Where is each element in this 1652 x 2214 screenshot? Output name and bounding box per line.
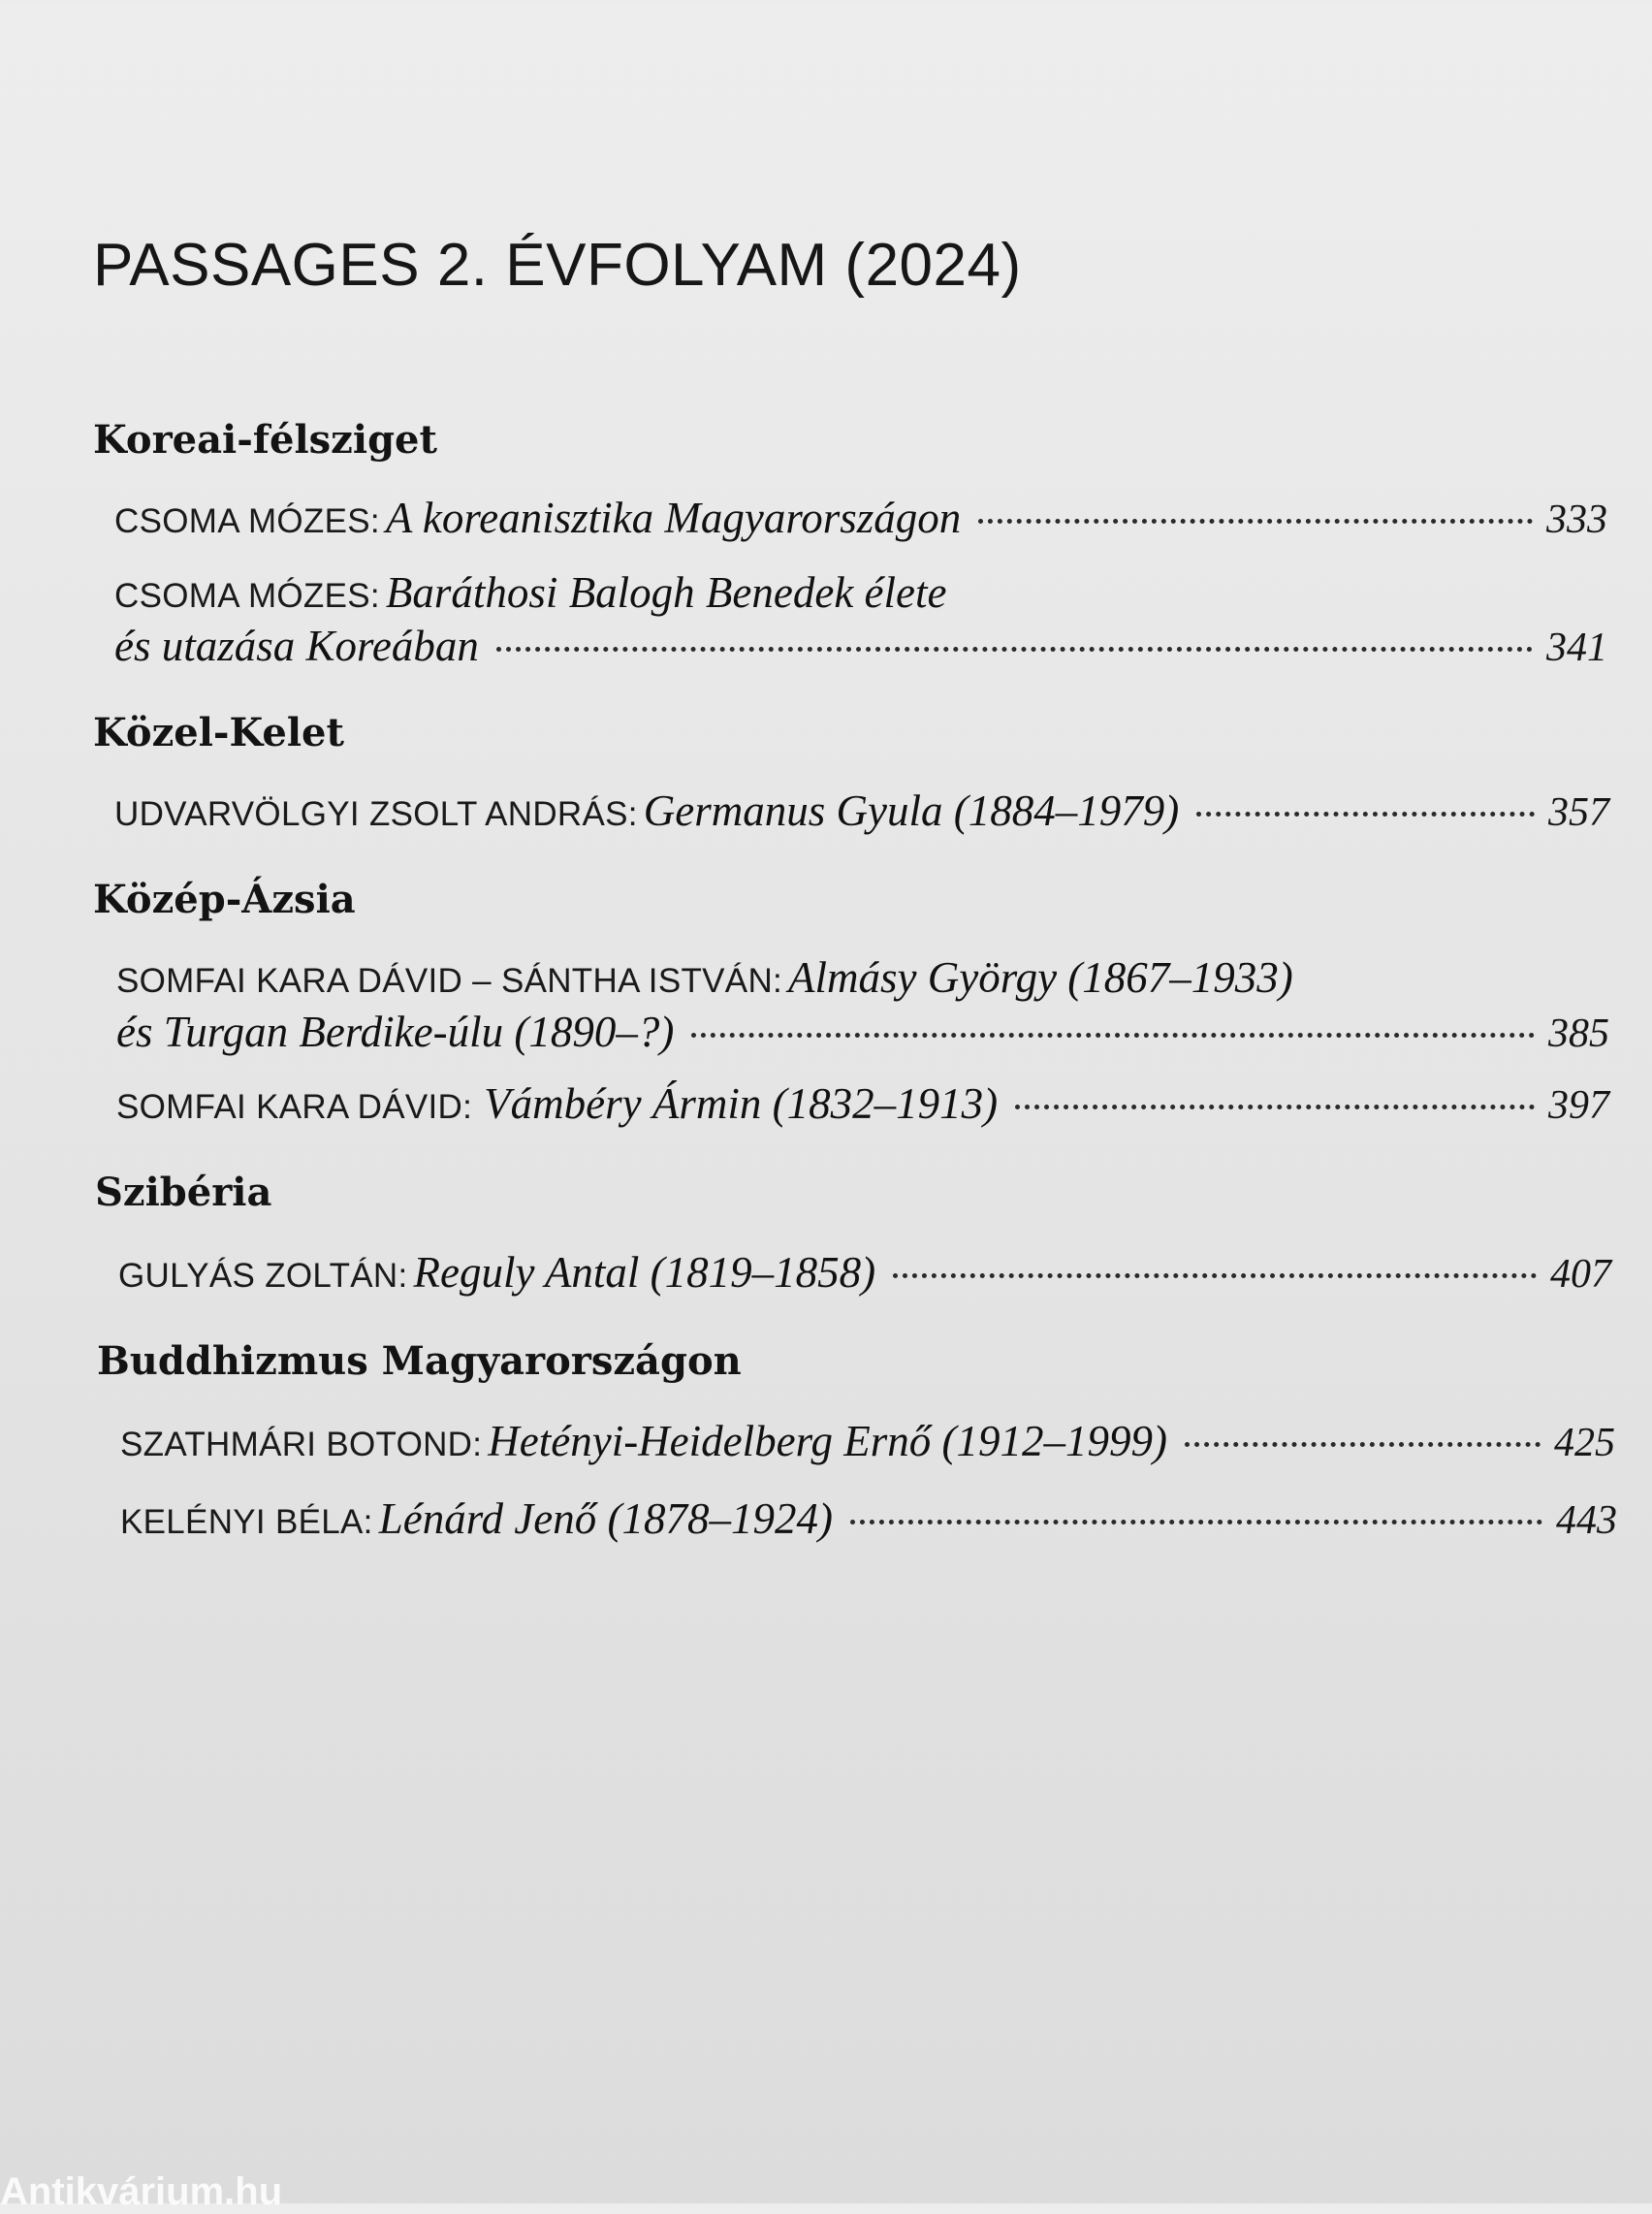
entry-author: SZATHMÁRI BOTOND: (120, 1426, 483, 1463)
section-heading-kozel-kelet: Közel-Kelet (93, 710, 344, 755)
section-heading-kozep-azsia: Közép-Ázsia (93, 877, 356, 922)
dot-leader (691, 1033, 1535, 1038)
entry-author: SOMFAI KARA DÁVID: (116, 1088, 473, 1126)
entry-page-number: 425 (1554, 1421, 1615, 1465)
dot-leader (1185, 1442, 1541, 1447)
entry-title-line1: Baráthosi Balogh Benedek élete (385, 568, 947, 617)
section-heading-buddhizmus: Buddhizmus Magyarországon (97, 1338, 742, 1384)
toc-entry-almasy-line1 (116, 952, 1609, 1011)
dot-leader (850, 1520, 1542, 1524)
entry-title: Hetényi-Heidelberg Ernő (1912–1999) (488, 1417, 1167, 1465)
entry-page-number: 357 (1548, 790, 1609, 835)
section-heading-koreai-felsziget: Koreai-félsziget (93, 417, 437, 463)
entry-author: CSOMA MÓZES: (114, 502, 380, 540)
entry-author: GULYÁS ZOLTÁN: (118, 1257, 408, 1295)
entry-page-number: 341 (1546, 626, 1607, 670)
entry-title: Reguly Antal (1819–1858) (413, 1248, 876, 1297)
entry-page-number: 385 (1548, 1011, 1609, 1056)
toc-entry-reguly (118, 1247, 1611, 1305)
entry-title: A koreanisztika Magyarországon (385, 494, 962, 542)
toc-entry-hetenyi (120, 1416, 1615, 1474)
toc-entry-vambery (116, 1078, 1609, 1137)
entry-page-number: 333 (1546, 497, 1607, 542)
toc-entry-barathosi-line2 (114, 621, 1607, 679)
section-heading-sziberia: Szibéria (95, 1170, 272, 1215)
entry-title-line1: Almásy György (1867–1933) (788, 953, 1293, 1002)
entry-author: KELÉNYI BÉLA: (120, 1503, 373, 1541)
toc-entry-barathosi-line1 (114, 567, 1607, 626)
entry-author: SOMFAI KARA DÁVID – SÁNTHA ISTVÁN: (116, 962, 783, 1000)
dot-leader (893, 1273, 1537, 1278)
entry-title: Germanus Gyula (1884–1979) (643, 786, 1180, 835)
toc-entry-koreanisztika (114, 493, 1607, 551)
entry-title: Vámbéry Ármin (1832–1913) (484, 1079, 999, 1128)
entry-author: CSOMA MÓZES: (114, 577, 380, 615)
dot-leader (1196, 812, 1535, 817)
dot-leader (1015, 1105, 1535, 1109)
entry-title-line2: és utazása Koreában (114, 622, 479, 670)
entry-page-number: 443 (1556, 1498, 1617, 1543)
toc-entry-almasy-line2 (116, 1007, 1609, 1065)
dot-leader (978, 519, 1533, 524)
entry-title-line2: és Turgan Berdike-úlu (1890–?) (116, 1008, 675, 1056)
page-title: PASSAGES 2. ÉVFOLYAM (2024) (93, 232, 1022, 299)
dot-leader (496, 647, 1533, 652)
toc-entry-germanus (114, 786, 1609, 844)
entry-page-number: 407 (1550, 1252, 1611, 1297)
entry-title: Lénárd Jenő (1878–1924) (378, 1494, 833, 1543)
toc-entry-lenard (120, 1493, 1617, 1552)
watermark: Antikvárium.hu (0, 2170, 283, 2213)
entry-author: UDVARVÖLGYI ZSOLT ANDRÁS: (114, 795, 638, 833)
entry-page-number: 397 (1548, 1083, 1609, 1128)
